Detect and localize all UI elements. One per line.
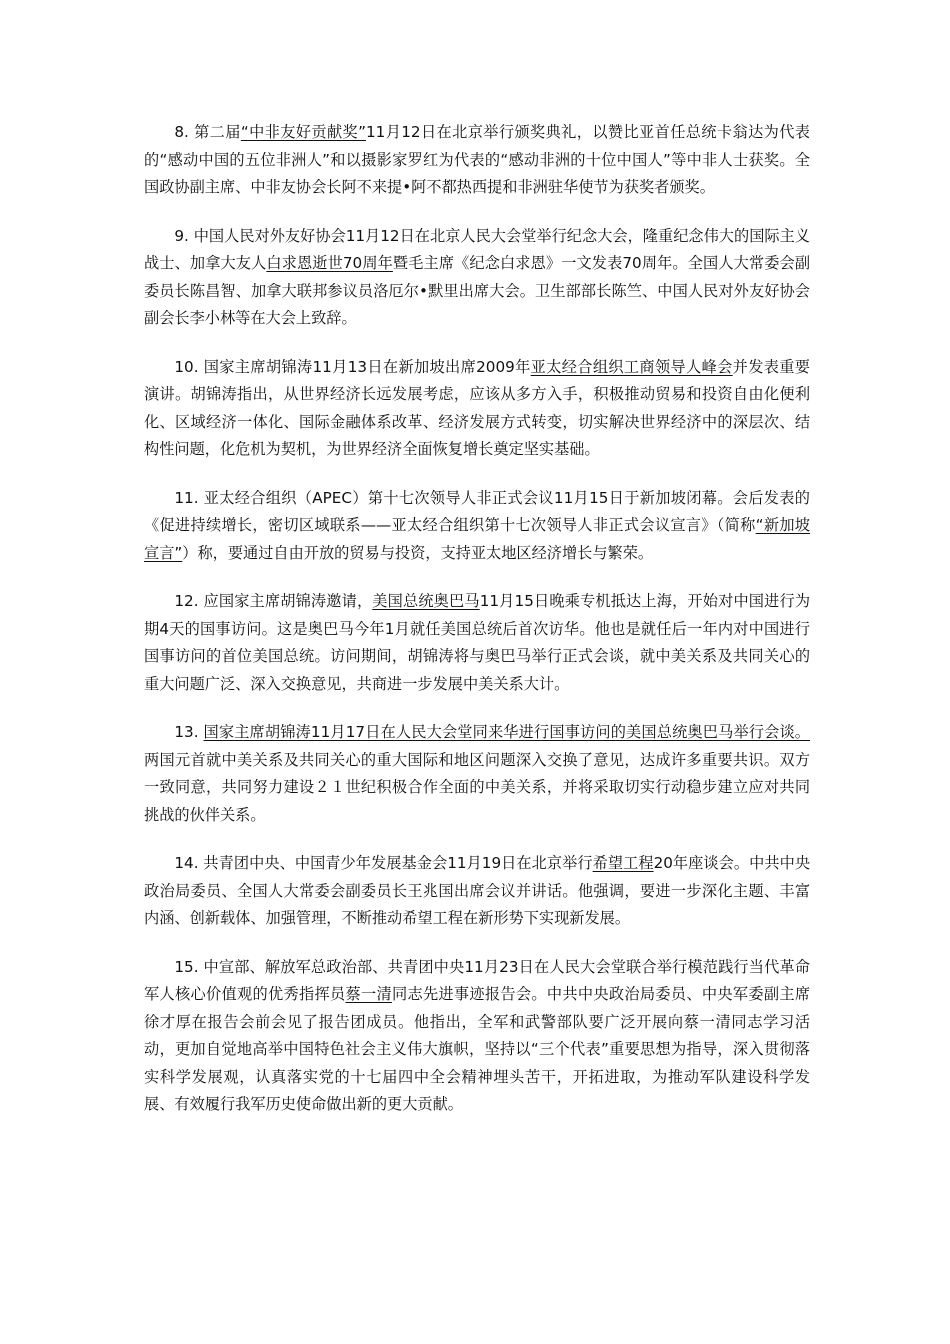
news-item-8 <box>144 119 810 202</box>
paragraph-text: 13. <box>174 723 204 741</box>
paragraph-text: 12. 应国家主席胡锦涛邀请， <box>174 592 373 610</box>
hyperlink[interactable]: 国家主席胡锦涛11月17日在人民大会堂同来华进行国事访问的美国总统奥巴马举行会谈。 <box>203 723 810 741</box>
hyperlink[interactable]: 蔡一清 <box>345 985 392 1003</box>
paragraph-text: ）称，要通过自由开放的贸易与投资，支持亚太地区经济增长与繁荣。 <box>182 543 654 562</box>
news-item-13 <box>144 719 810 829</box>
document-body <box>144 119 810 1140</box>
hyperlink[interactable]: 美国总统奥巴马 <box>372 592 480 610</box>
news-item-14 <box>144 850 810 933</box>
news-item-12 <box>144 588 810 698</box>
paragraph-text: 9. 中国人民对外友好协会11月12日在北京人民大会堂举行纪念大会，隆重纪念伟大的国际主义战士、加拿大友人 <box>144 226 810 272</box>
hyperlink[interactable]: 希望工程 <box>592 854 654 872</box>
paragraph-text: 同志先进事迹报告会。中共中央政治局委员、中央军委副主席徐才厚在报告会前会见了报告团成员。他指出，全军和武警部队要广泛开展向蔡一清同志学习活动，更加自觉地高举中国特色社会主义伟大旗帜，坚持以“三个代表”重要思想为指导，深入贯彻落实科学发展观，认真落实党的十七届四中全会精神埋头苦干，开拓进取，为推动军队建设科学发展、有效履行我军历史使命做出新的更大贡献。 <box>144 985 811 1113</box>
paragraph-text: 14. 共青团中央、中国青少年发展基金会11月19日在北京举行 <box>174 854 593 872</box>
paragraph-text: 并发表重要演讲。胡锦涛指出，从世界经济长远发展考虑，应该从多方入手，积极推动贸易和投资自由化便利化、区域经济一体化、国际金融体系改革、经济发展方式转变，切实解决世界经济中的深层次、结构性问题，化危机为契机，为世界经济全面恢复增长奠定坚实基础。 <box>144 357 810 458</box>
paragraph-text: 20年座谈会。中共中央政治局委员、全国人大常委会副委员长王兆国出席会议并讲话。他强调，要进一步深化主题、丰富内涵、创新载体、加强管理，不断推动希望工程在新形势下实现新发展。 <box>144 854 811 927</box>
paragraph-text: 暨毛主席《纪念白求恩》一文发表70周年。全国人大常委会副委员长陈昌智、加拿大联邦参议员洛厄尔•默里出席大会。卫生部部长陈竺、中国人民对外友好协会副会长李小林等在大会上致辞。 <box>144 254 811 327</box>
hyperlink[interactable]: 白求恩逝世70周年 <box>266 254 393 272</box>
news-item-15 <box>144 954 810 1119</box>
news-item-9 <box>144 223 810 333</box>
paragraph-text: 11. 亚太经合组织（APEC）第十七次领导人非正式会议11月15日于新加坡闭幕。会后发表的《促进持续增长，密切区域联系——亚太经合组织第十七次领导人非正式会议宣言》（简称 <box>144 488 810 534</box>
hyperlink[interactable]: “新加坡宣言” <box>144 516 810 562</box>
paragraph-text: 11月15日晚乘专机抵达上海，开始对中国进行为期4天的国事访问。这是奥巴马今年1月就任美国总统后首次访华。他也是就任后一年内对中国进行国事访问的首位美国总统。访问期间，胡锦涛将与奥巴马举行正式会谈，就中美关系及共同关心的重大问题广泛、深入交换意见，共商进一步发展中美关系大计。 <box>144 592 811 693</box>
paragraph-text: 8. 第二届 <box>174 123 241 141</box>
news-item-10 <box>144 354 810 464</box>
news-item-11 <box>144 485 810 568</box>
paragraph-text: 两国元首就中美关系及共同关心的重大国际和地区问题深入交换了意见，达成许多重要共识。双方一致同意，共同努力建设２１世纪积极合作全面的中美关系，并将采取切实行动稳步建立应对共同挑战的伙伴关系。 <box>144 750 810 824</box>
hyperlink[interactable]: “中非友好贡献奖” <box>240 123 366 141</box>
hyperlink[interactable]: 亚太经合组织工商领导人峰会 <box>530 357 733 376</box>
paragraph-text: 10. 国家主席胡锦涛11月13日在新加坡出席2009年 <box>174 357 531 376</box>
paragraph-text: 15. 中宣部、解放军总政治部、共青团中央11月23日在人民大会堂联合举行模范践行当代革命军人核心价值观的优秀指挥员 <box>144 957 810 1003</box>
paragraph-text: 11月12日在北京举行颁奖典礼，以赞比亚首任总统卡翁达为代表的“感动中国的五位非洲人”和以摄影家罗红为代表的“感动非洲的十位中国人”等中非人士获奖。全国政协副主席、中非友协会长阿不来提•阿不都热西提和非洲驻华使节为获奖者颁奖。 <box>144 123 810 196</box>
